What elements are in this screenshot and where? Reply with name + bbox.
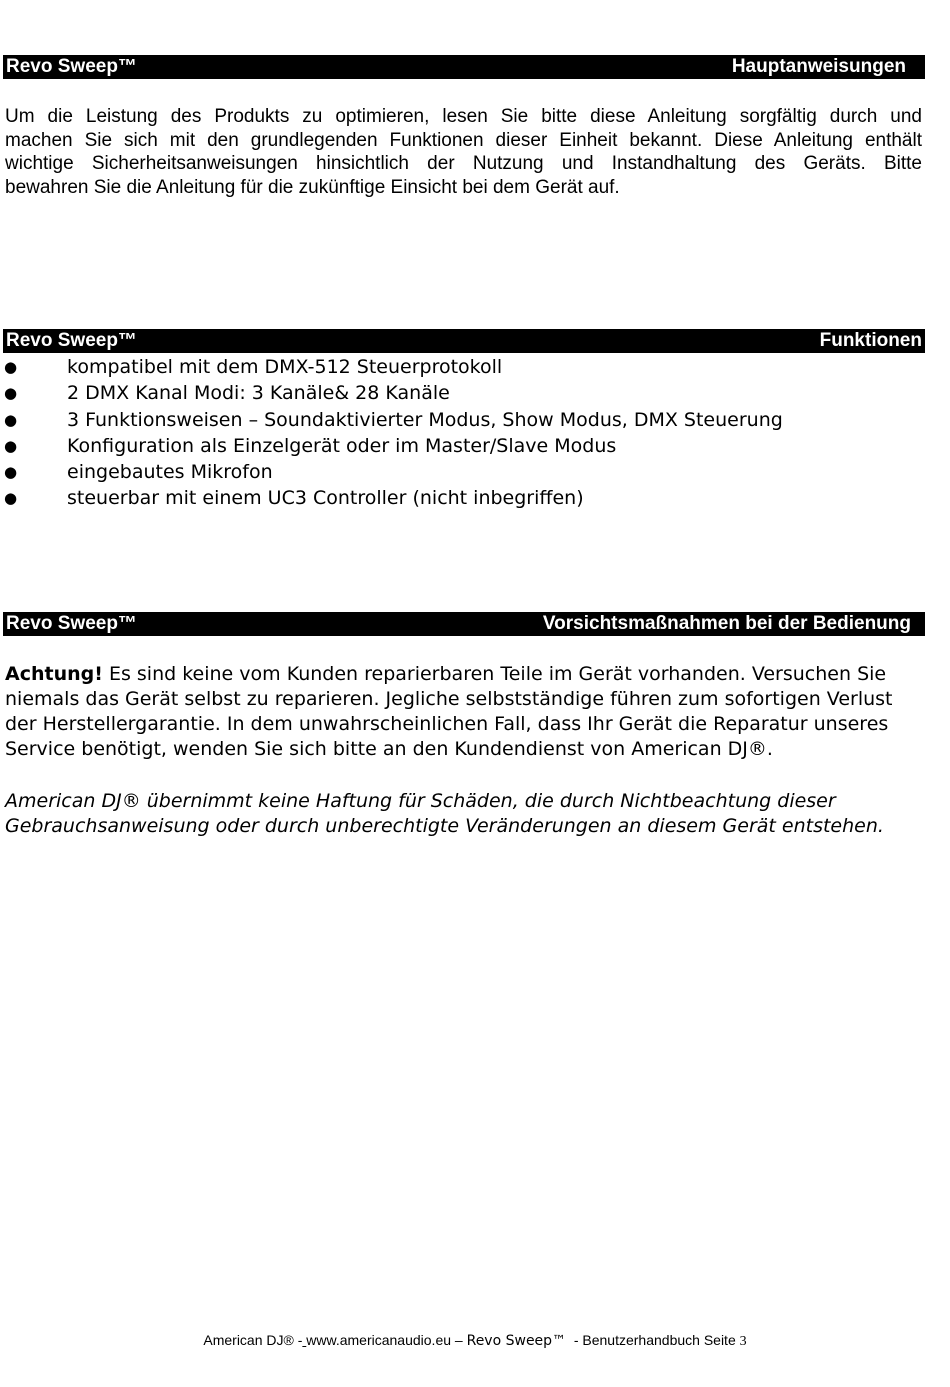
list-item xyxy=(0,485,930,511)
feature-text: 3 Funktionsweisen – Soundaktivierter Modus, Show Modus, DMX Steuerung xyxy=(67,408,783,431)
disclaimer-line: American DJ® übernimmt keine Haftung für Schäden, die durch Nichtbeachtung dieser xyxy=(5,790,836,812)
intro-line: Um die Leistung des Produkts zu optimieren, lesen Sie bitte diese Anleitung sorgfältig durch und xyxy=(5,106,922,127)
feature-text: steuerbar mit einem UC3 Controller (nicht inbegriffen) xyxy=(67,487,584,510)
feature-text: 2 DMX Kanal Modi: 3 Kanäle& 28 Kanäle xyxy=(67,382,450,405)
section-header-vorsichtsmassnahmen xyxy=(3,612,925,636)
warning-paragraph xyxy=(5,662,925,762)
page-footer xyxy=(0,1330,950,1352)
footer-manual: - Benutzerhandbuch Seite xyxy=(566,1332,740,1348)
feature-text: Konfiguration als Einzelgerät oder im Master/Slave Modus xyxy=(67,434,617,457)
disclaimer-line: Gebrauchsanweisung oder durch unberechtigte Veränderungen an diesem Gerät entstehen. xyxy=(5,815,884,837)
bullet-icon: ● xyxy=(4,358,18,376)
section-title: Funktionen xyxy=(819,330,922,351)
footer-brand: American DJ® - xyxy=(203,1332,303,1348)
bullet-icon: ● xyxy=(4,489,18,508)
feature-text: eingebautes Mikrofon xyxy=(67,461,273,484)
intro-line: wichtige Sicherheitsanweisungen hinsichtlich der Nutzung und Instandhaltung des Geräts. Bitte xyxy=(5,153,922,174)
section-product-name: Revo Sweep™ xyxy=(6,56,137,77)
list-item xyxy=(0,459,930,485)
section-product-name: Revo Sweep™ xyxy=(6,613,137,634)
footer-url: www.americanaudio.eu xyxy=(306,1332,452,1348)
bullet-icon: ● xyxy=(4,436,18,455)
section-title: Vorsichtsmaßnahmen bei der Bedienung xyxy=(542,613,911,634)
section-product-name: Revo Sweep™ xyxy=(6,330,137,351)
intro-line: machen Sie sich mit den grundlegenden Funktionen dieser Einheit bekannt. Diese Anleitung enthält xyxy=(5,129,922,151)
disclaimer-paragraph xyxy=(5,789,925,839)
section-header-funktionen xyxy=(3,329,925,353)
intro-paragraph xyxy=(5,105,922,199)
list-item xyxy=(0,354,930,380)
bullet-icon: ● xyxy=(4,410,18,429)
bullet-icon: ● xyxy=(4,384,18,403)
section-title: Hauptanweisungen xyxy=(731,56,906,77)
page-number: 3 xyxy=(739,1334,747,1349)
list-item xyxy=(0,380,930,406)
bullet-icon: ● xyxy=(4,463,18,482)
list-item xyxy=(0,433,930,459)
feature-text: kompatibel mit dem DMX-512 Steuerprotokoll xyxy=(67,356,503,378)
list-item xyxy=(0,407,930,433)
feature-list xyxy=(0,354,930,512)
section-header-hauptanweisungen xyxy=(3,55,925,79)
footer-product: Revo Sweep™ xyxy=(466,1333,567,1349)
warning-text: Es sind keine vom Kunden reparierbaren Teile im Gerät vorhanden. Versuchen Sie niemals das Gerät selbst zu reparieren. Jegliche selbstständige führen zum sofortigen Verlust der Herstellergarantie. In dem unwahrscheinlichen Fall, dass Ihr Gerät die Reparatur unseres Service benötigt, wenden Sie sich bitte an den Kundendienst von American DJ®. xyxy=(5,663,893,760)
intro-line: bewahren Sie die Anleitung für die zukünftige Einsicht bei dem Gerät auf. xyxy=(5,176,620,198)
footer-dash: – xyxy=(451,1332,467,1348)
warning-label: Achtung! xyxy=(5,663,103,685)
